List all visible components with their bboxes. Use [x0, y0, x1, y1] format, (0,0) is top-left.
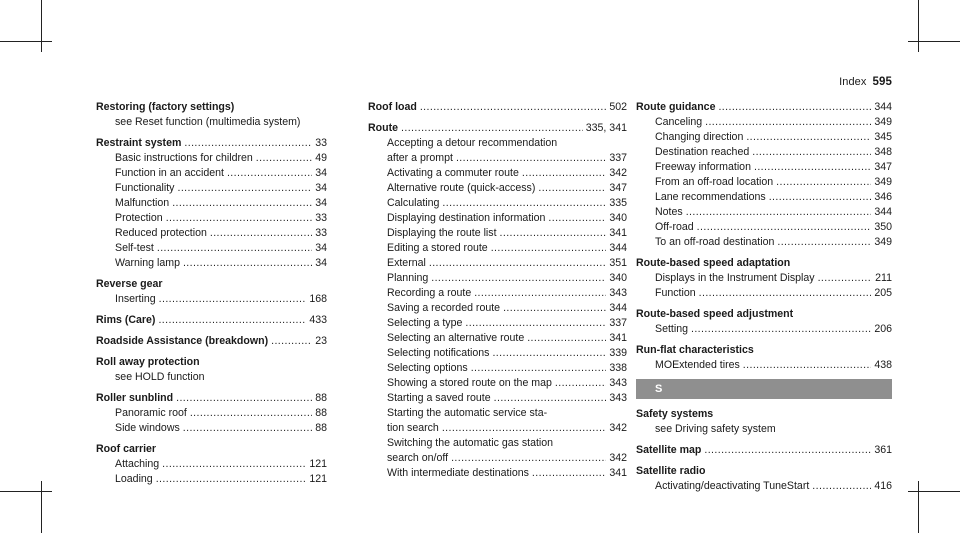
sub-entry-text: Notes	[655, 206, 683, 218]
sub-entry[interactable]	[96, 457, 327, 472]
page-ref[interactable]: 343	[609, 287, 627, 299]
index-heading-text: Restoring (factory settings)	[96, 101, 235, 113]
page-ref[interactable]: 34	[315, 182, 327, 194]
header-label: Index	[839, 76, 867, 88]
page-ref[interactable]: 343	[609, 377, 627, 389]
page-ref[interactable]: 205	[874, 287, 892, 299]
sub-entry-text: Selecting options	[387, 362, 468, 374]
index-heading-text: Route-based speed adaptation	[636, 257, 791, 269]
index-heading[interactable]	[96, 100, 327, 115]
page-ref[interactable]: 33	[315, 227, 327, 239]
sub-entry[interactable]	[368, 286, 627, 301]
sub-entry-text: External	[387, 257, 426, 269]
leader-dots	[754, 160, 871, 175]
page-ref[interactable]: 361	[874, 444, 892, 456]
sub-entry[interactable]	[96, 211, 327, 226]
leader-dots	[494, 391, 607, 406]
sub-entry[interactable]	[96, 226, 327, 241]
page-ref[interactable]: 88	[315, 392, 327, 404]
sub-entry[interactable]	[368, 241, 627, 256]
sub-entry[interactable]	[368, 256, 627, 271]
index-entry	[96, 391, 327, 436]
sub-entry[interactable]	[636, 205, 892, 220]
leader-dots	[746, 130, 871, 145]
leader-dots	[776, 175, 871, 190]
sub-entry[interactable]	[96, 166, 327, 181]
sub-entry-text: Destination reached	[655, 146, 750, 158]
leader-dots	[818, 271, 873, 286]
page-ref[interactable]: 343	[609, 392, 627, 404]
sub-entry-text: Off-road	[655, 221, 694, 233]
index-entry	[636, 443, 892, 458]
sub-entry[interactable]	[636, 115, 892, 130]
leader-dots	[256, 151, 312, 166]
leader-dots	[697, 220, 872, 235]
index-heading[interactable]	[636, 443, 892, 458]
crop-mark	[908, 41, 960, 42]
page-ref[interactable]: 349	[874, 176, 892, 188]
sub-entry[interactable]	[636, 160, 892, 175]
sub-entry[interactable]	[368, 166, 627, 181]
leader-dots	[429, 256, 606, 271]
leader-dots	[166, 211, 313, 226]
leader-dots	[527, 331, 606, 346]
page-ref[interactable]: 335, 341	[585, 122, 627, 134]
sub-entry[interactable]	[96, 292, 327, 307]
page-ref[interactable]: 88	[315, 407, 327, 419]
page-ref[interactable]: 340	[609, 272, 627, 284]
leader-dots	[491, 241, 607, 256]
sub-entry-text: Reduced protection	[115, 227, 207, 239]
sub-entry[interactable]	[368, 271, 627, 286]
index-heading-text: Roller sunblind	[96, 392, 174, 404]
sub-entry-text: tion search	[387, 422, 439, 434]
sub-entry-text: Selecting an alternative route	[387, 332, 525, 344]
leader-dots	[471, 361, 607, 376]
index-entry	[96, 277, 327, 307]
leader-dots	[176, 391, 312, 406]
page-ref[interactable]: 438	[874, 359, 892, 371]
sub-entry-text: Changing direction	[655, 131, 744, 143]
crop-mark	[41, 481, 42, 533]
sub-entry[interactable]	[368, 361, 627, 376]
leader-dots	[704, 443, 871, 458]
index-heading[interactable]	[96, 334, 327, 349]
page-ref[interactable]: 34	[315, 242, 327, 254]
index-heading-text: Safety systems	[636, 408, 714, 420]
page-number: 595	[872, 76, 892, 88]
leader-dots	[555, 376, 606, 391]
page-ref[interactable]: 121	[309, 473, 327, 485]
page-ref[interactable]: 33	[315, 212, 327, 224]
sub-entry-text: Malfunction	[115, 197, 170, 209]
leader-dots	[157, 241, 312, 256]
index-entry	[636, 407, 892, 437]
index-heading[interactable]	[96, 355, 327, 370]
crop-mark	[908, 491, 960, 492]
index-heading[interactable]	[636, 407, 892, 422]
index-heading[interactable]	[636, 307, 892, 322]
page-ref[interactable]: 347	[874, 161, 892, 173]
index-heading-text: Roll away protection	[96, 356, 200, 368]
leader-dots	[162, 457, 306, 472]
index-column-2	[368, 100, 627, 487]
index-heading-text: Rims (Care)	[96, 314, 156, 326]
sub-entry-text: Activating a commuter route	[387, 167, 519, 179]
index-heading[interactable]	[96, 391, 327, 406]
leader-dots	[183, 256, 312, 271]
leader-dots	[442, 421, 606, 436]
page-header	[839, 76, 892, 88]
see-reference[interactable]: see Driving safety system	[655, 423, 776, 435]
sub-entry-text: Attaching	[115, 458, 160, 470]
sub-entry-text: Alternative route (quick-access)	[387, 182, 536, 194]
sub-entry[interactable]	[368, 376, 627, 391]
leader-dots	[465, 316, 606, 331]
page-ref[interactable]: 339	[609, 347, 627, 359]
page-ref[interactable]: 345	[874, 131, 892, 143]
page-ref[interactable]: 346	[874, 191, 892, 203]
page-ref[interactable]: 342	[609, 452, 627, 464]
leader-dots	[227, 166, 312, 181]
leader-dots	[456, 151, 606, 166]
sub-entry-text: Recording a route	[387, 287, 472, 299]
crop-mark	[918, 481, 919, 533]
leader-dots	[548, 211, 606, 226]
index-heading-text: Roadside Assistance (breakdown)	[96, 335, 269, 347]
index-heading-text: Route guidance	[636, 101, 716, 113]
leader-dots	[184, 136, 312, 151]
sub-entry-text: Starting a saved route	[387, 392, 491, 404]
page-ref[interactable]: 344	[874, 206, 892, 218]
sub-entry-text: Freeway information	[655, 161, 751, 173]
sub-entry-text: Showing a stored route on the map	[387, 377, 552, 389]
leader-dots	[691, 322, 871, 337]
page-ref[interactable]: 49	[315, 152, 327, 164]
page-ref[interactable]: 34	[315, 167, 327, 179]
page-ref[interactable]: 206	[874, 323, 892, 335]
leader-dots	[500, 226, 607, 241]
sub-entry[interactable]	[368, 316, 627, 331]
sub-entry-text: Side windows	[115, 422, 180, 434]
index-entry	[96, 355, 327, 385]
leader-dots	[522, 166, 606, 181]
sub-entry[interactable]	[368, 331, 627, 346]
leader-dots	[743, 358, 872, 373]
page-ref[interactable]: 347	[609, 182, 627, 194]
page-ref[interactable]: 342	[609, 167, 627, 179]
sub-entry[interactable]	[636, 145, 892, 160]
page-ref[interactable]: 340	[609, 212, 627, 224]
page-ref[interactable]: 349	[874, 236, 892, 248]
page-ref[interactable]: 338	[609, 362, 627, 374]
index-heading[interactable]	[368, 100, 627, 115]
sub-entry-text: Setting	[655, 323, 688, 335]
index-heading-text: Restraint system	[96, 137, 182, 149]
sub-entry-text: Displaying the route list	[387, 227, 497, 239]
index-heading-text: Satellite map	[636, 444, 702, 456]
sub-entry[interactable]	[96, 241, 327, 256]
page-ref[interactable]: 88	[315, 422, 327, 434]
leader-dots	[177, 181, 312, 196]
sub-entry[interactable]	[636, 190, 892, 205]
sub-entry[interactable]	[368, 301, 627, 316]
crop-mark	[0, 41, 52, 42]
leader-dots	[532, 466, 606, 481]
page-ref[interactable]: 350	[874, 221, 892, 233]
index-heading-text: Run-flat characteristics	[636, 344, 754, 356]
leader-dots	[752, 145, 871, 160]
sub-entry[interactable]	[368, 391, 627, 406]
page-ref[interactable]: 337	[609, 317, 627, 329]
sub-entry-text: after a prompt	[387, 152, 453, 164]
index-heading-text: Reverse gear	[96, 278, 163, 290]
leader-dots	[271, 334, 312, 349]
sub-entry[interactable]	[636, 130, 892, 145]
leader-dots	[492, 346, 606, 361]
index-entry	[96, 334, 327, 349]
index-entry	[96, 100, 327, 130]
leader-dots	[156, 472, 307, 487]
sub-entry[interactable]	[368, 421, 627, 436]
page-ref[interactable]: 344	[874, 101, 892, 113]
leader-dots	[503, 301, 606, 316]
leader-dots	[172, 196, 312, 211]
page-ref[interactable]: 344	[609, 302, 627, 314]
sub-entry-text: Lane recommendations	[655, 191, 766, 203]
leader-dots	[431, 271, 606, 286]
sub-entry-text: Selecting notifications	[387, 347, 490, 359]
page-ref[interactable]: 341	[609, 227, 627, 239]
index-heading[interactable]	[96, 313, 327, 328]
leader-dots	[190, 406, 312, 421]
leader-dots	[158, 313, 306, 328]
sub-entry[interactable]	[368, 226, 627, 241]
page-ref[interactable]: 23	[315, 335, 327, 347]
index-heading[interactable]	[368, 121, 627, 136]
sub-entry-text: Planning	[387, 272, 429, 284]
page-ref[interactable]: 342	[609, 422, 627, 434]
index-entry	[96, 136, 327, 271]
sub-entry-text: Saving a recorded route	[387, 302, 501, 314]
sub-entry[interactable]	[636, 358, 892, 373]
sub-entry-text: Functionality	[115, 182, 175, 194]
page-ref[interactable]: 33	[315, 137, 327, 149]
page-ref[interactable]: 341	[609, 467, 627, 479]
sub-entry[interactable]	[636, 220, 892, 235]
sub-entry[interactable]	[368, 196, 627, 211]
page-ref[interactable]: 34	[315, 197, 327, 209]
index-entry	[636, 100, 892, 250]
leader-dots	[159, 292, 307, 307]
sub-entry-text: With intermediate destinations	[387, 467, 529, 479]
sub-entry[interactable]	[636, 235, 892, 250]
index-heading-text: Satellite radio	[636, 465, 706, 477]
index-entry	[636, 464, 892, 494]
sub-entry[interactable]	[368, 151, 627, 166]
leader-dots	[474, 286, 606, 301]
leader-dots	[420, 100, 606, 115]
leader-dots	[769, 190, 872, 205]
page-ref[interactable]: 351	[609, 257, 627, 269]
sub-entry-text: Panoramic roof	[115, 407, 187, 419]
sub-entry[interactable]	[636, 286, 892, 301]
leader-dots	[401, 121, 583, 136]
index-entry	[96, 313, 327, 328]
sub-entry-text: Canceling	[655, 116, 703, 128]
sub-entry-text: Self-test	[115, 242, 154, 254]
page-ref[interactable]: 433	[309, 314, 327, 326]
crop-mark	[41, 0, 42, 52]
index-entry	[96, 442, 327, 487]
leader-dots	[442, 196, 606, 211]
leader-dots	[705, 115, 871, 130]
sub-entry[interactable]	[368, 346, 627, 361]
page-ref[interactable]: 337	[609, 152, 627, 164]
index-heading[interactable]	[96, 277, 327, 292]
sub-entry-text: Selecting a type	[387, 317, 463, 329]
sub-entry-text: To an off-road destination	[655, 236, 775, 248]
sub-entry[interactable]	[96, 256, 327, 271]
leader-dots	[538, 181, 606, 196]
see-reference[interactable]: see Reset function (multimedia system)	[115, 116, 301, 128]
sub-entry-text: Basic instructions for children	[115, 152, 253, 164]
sub-entry-text: From an off-road location	[655, 176, 774, 188]
sub-entry-text: Loading	[115, 473, 153, 485]
leader-dots	[699, 286, 872, 301]
page-ref[interactable]: 349	[874, 116, 892, 128]
section-letter-bar: S	[636, 379, 892, 399]
index-entry	[368, 121, 627, 481]
index-entry	[368, 100, 627, 115]
sub-entry-text: Displays in the Instrument Display	[655, 272, 815, 284]
sub-entry-line: Switching the automatic gas station	[387, 437, 554, 449]
index-heading[interactable]	[636, 100, 892, 115]
sub-entry[interactable]	[96, 406, 327, 421]
index-column-3	[636, 100, 892, 500]
page-ref[interactable]: 341	[609, 332, 627, 344]
leader-dots	[686, 205, 872, 220]
sub-entry-line: Accepting a detour recommendation	[387, 137, 558, 149]
see-reference[interactable]: see HOLD function	[115, 371, 205, 383]
leader-dots	[210, 226, 312, 241]
leader-dots	[777, 235, 871, 250]
sub-entry-text: Displaying destination information	[387, 212, 546, 224]
sub-entry[interactable]	[636, 322, 892, 337]
sub-entry[interactable]	[368, 451, 627, 466]
index-heading[interactable]	[636, 464, 892, 479]
index-heading-text: Route	[368, 122, 399, 134]
page-ref[interactable]: 502	[609, 101, 627, 113]
page-ref[interactable]: 168	[309, 293, 327, 305]
sub-entry-text: Function	[655, 287, 696, 299]
sub-entry[interactable]	[636, 271, 892, 286]
leader-dots	[183, 421, 312, 436]
index-heading[interactable]	[636, 343, 892, 358]
sub-entry-text: Calculating	[387, 197, 440, 209]
sub-entry-line: Starting the automatic service sta-	[387, 407, 548, 419]
page-ref[interactable]: 348	[874, 146, 892, 158]
crop-mark	[0, 491, 52, 492]
index-heading[interactable]	[636, 256, 892, 271]
leader-dots	[451, 451, 606, 466]
sub-entry[interactable]	[96, 421, 327, 436]
sub-entry[interactable]	[368, 466, 627, 481]
sub-entry-text: Editing a stored route	[387, 242, 488, 254]
crop-mark	[918, 0, 919, 52]
sub-entry[interactable]	[368, 211, 627, 226]
leader-dots	[812, 479, 871, 494]
index-entry	[636, 343, 892, 373]
index-entry	[636, 307, 892, 337]
sub-entry[interactable]	[96, 151, 327, 166]
page-ref[interactable]: 121	[309, 458, 327, 470]
sub-entry-text: MOExtended tires	[655, 359, 740, 371]
sub-entry[interactable]	[636, 175, 892, 190]
page-ref[interactable]: 211	[875, 272, 892, 284]
sub-entry-text: search on/off	[387, 452, 449, 464]
sub-entry-text: Activating/deactivating TuneStart	[655, 480, 810, 492]
index-heading-text: Roof load	[368, 101, 417, 113]
page-ref[interactable]: 335	[609, 197, 627, 209]
index-heading[interactable]	[96, 442, 327, 457]
sub-entry[interactable]	[368, 181, 627, 196]
sub-entry-text: Protection	[115, 212, 163, 224]
page-ref[interactable]: 416	[874, 480, 892, 492]
index-column-1	[96, 100, 327, 493]
page-ref[interactable]: 34	[315, 257, 327, 269]
index-heading-text: Roof carrier	[96, 443, 157, 455]
leader-dots	[718, 100, 871, 115]
sub-entry[interactable]	[96, 196, 327, 211]
index-heading[interactable]	[96, 136, 327, 151]
sub-entry[interactable]	[96, 181, 327, 196]
sub-entry-text: Warning lamp	[115, 257, 180, 269]
sub-entry[interactable]	[96, 472, 327, 487]
page-ref[interactable]: 344	[609, 242, 627, 254]
index-heading-text: Route-based speed adjustment	[636, 308, 794, 320]
sub-entry-text: Function in an accident	[115, 167, 224, 179]
index-entry	[636, 256, 892, 301]
sub-entry-text: Inserting	[115, 293, 156, 305]
sub-entry[interactable]	[636, 479, 892, 494]
